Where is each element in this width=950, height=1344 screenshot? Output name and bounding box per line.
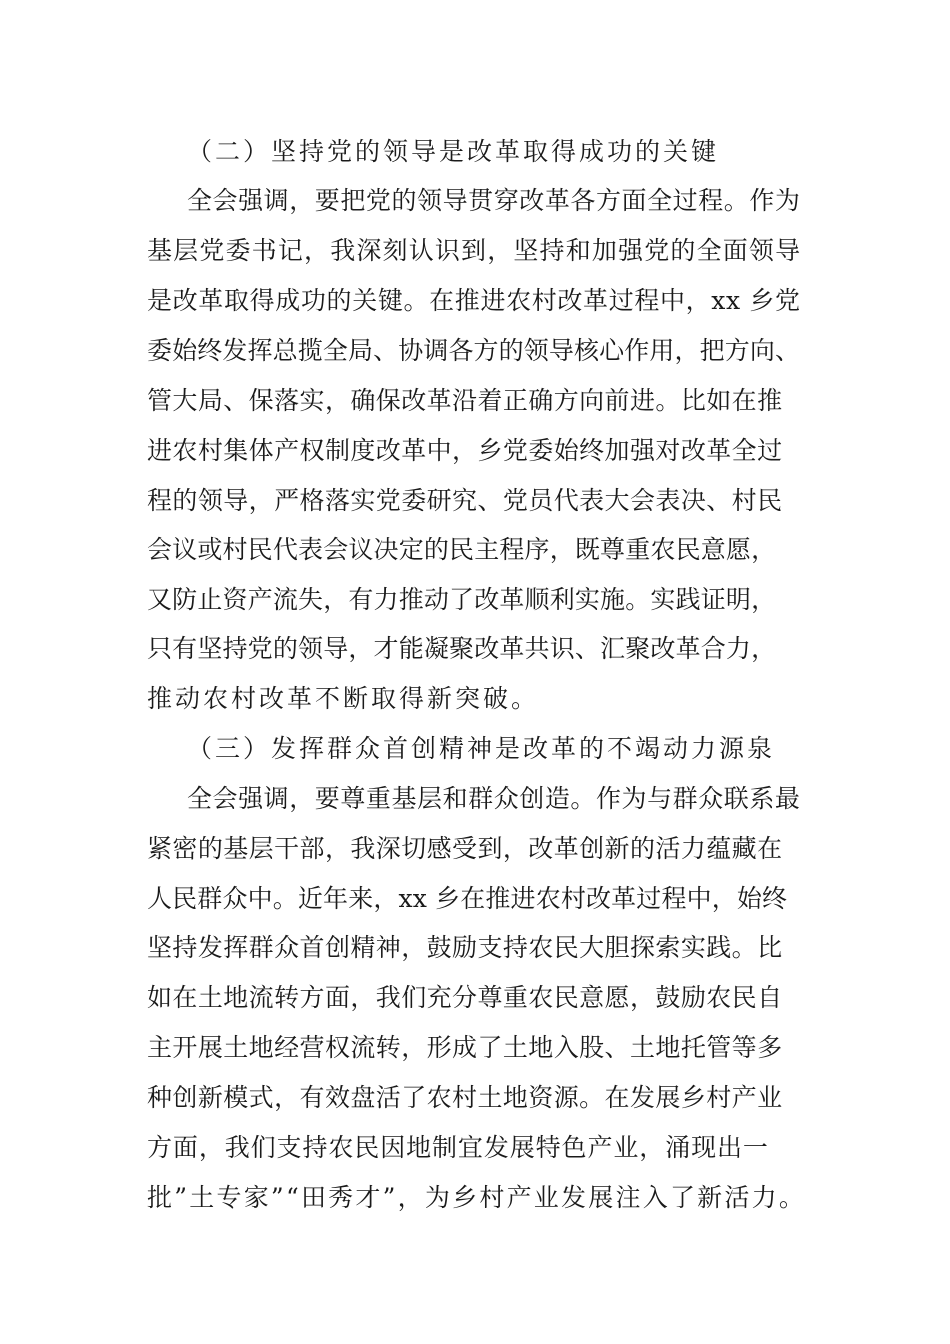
body-text-line: 推动农村改革不断取得新突破。: [147, 684, 540, 713]
body-text-line: 如在土地流转方面，我们充分尊重农民意愿，鼓励农民自: [147, 983, 783, 1012]
body-text-line: 委始终发挥总揽全局、协调各方的领导核心作用，把方向、: [147, 336, 801, 365]
body-text-line: 是改革取得成功的关键。在推进农村改革过程中，xx 乡党: [147, 286, 801, 315]
section-heading-3: （三）发挥群众首创精神是改革的不竭动力源泉: [187, 734, 776, 763]
body-text-line: 程的领导，严格落实党委研究、党员代表大会表决、村民: [147, 486, 783, 515]
body-text-line: 种创新模式，有效盘活了农村土地资源。在发展乡村产业: [147, 1083, 783, 1112]
section-heading-2: （二）坚持党的领导是改革取得成功的关键: [187, 137, 720, 166]
body-text-line: 坚持发挥群众首创精神，鼓励支持农民大胆探索实践。比: [147, 933, 783, 962]
body-text-line: 又防止资产流失，有力推动了改革顺利实施。实践证明，: [147, 585, 777, 614]
body-text-line: 主开展土地经营权流转，形成了土地入股、土地托管等多: [147, 1033, 783, 1062]
body-text-line: 人民群众中。近年来，xx 乡在推进农村改革过程中，始终: [147, 884, 788, 913]
body-text-line: 会议或村民代表会议决定的民主程序，既尊重农民意愿，: [147, 535, 777, 564]
body-text-line: 批”土专家”“田秀才”，为乡村产业发展注入了新活力。: [147, 1183, 807, 1212]
body-text-line: 全会强调，要把党的领导贯穿改革各方面全过程。作为: [187, 186, 801, 215]
body-text-line: 进农村集体产权制度改革中，乡党委始终加强对改革全过: [147, 436, 783, 465]
body-text-line: 管大局、保落实，确保改革沿着正确方向前进。比如在推: [147, 386, 783, 415]
body-text-line: 方面，我们支持农民因地制宜发展特色产业，涌现出一: [147, 1133, 769, 1162]
body-text-line: 基层党委书记，我深刻认识到，坚持和加强党的全面领导: [147, 236, 802, 265]
body-text-line: 只有坚持党的领导，才能凝聚改革共识、汇聚改革合力，: [147, 634, 777, 663]
body-text-line: 紧密的基层干部，我深切感受到，改革创新的活力蕴藏在: [147, 834, 783, 863]
body-text-line: 全会强调，要尊重基层和群众创造。作为与群众联系最: [187, 784, 801, 813]
